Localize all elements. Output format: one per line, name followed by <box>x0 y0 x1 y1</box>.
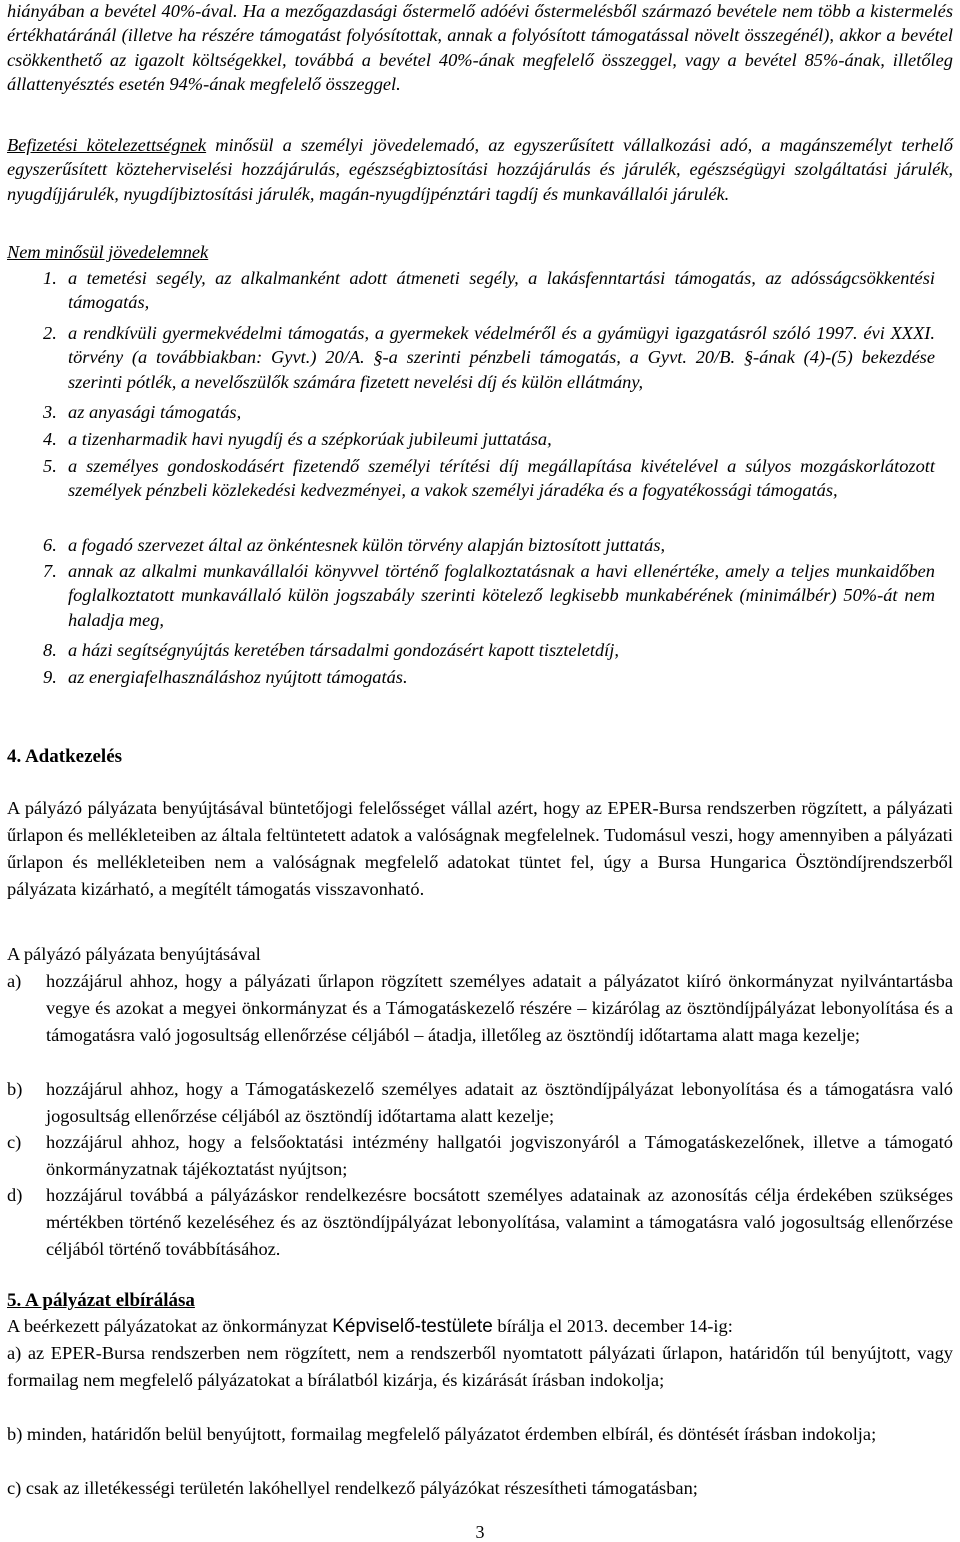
section-heading-evaluation: 5. A pályázat elbírálása <box>7 1290 195 1311</box>
list-item: c) hozzájárul ahhoz, hogy a felsőoktatási intézmény hallgatói jogviszonyáról a Támogatáskezelőnek, illetve a támogató önkormányzatnak tájékoztatást nyújtson; <box>7 1132 953 1179</box>
section-heading-data-management: 4. Adatkezelés <box>7 746 123 767</box>
list-item: 7. annak az alkalmi munkavállalói könyvvel történő foglalkoztatásnak a havi ellenértéke, amely a teljes munkaidőben foglalkoztatott munkavállaló külön jogszabály szerinti kötelező legkisebb munkabérének (minimálbér) 50%-át nem haladja meg, <box>43 561 935 630</box>
paragraph-consent-intro: A pályázó pályázata benyújtásával <box>7 944 261 964</box>
page-number: 3 <box>475 1522 485 1542</box>
list-item: 5. a személyes gondoskodásért fizetendő személyi térítési díj megállapítása kivételével a súlyos mozgáskorlátozott személyek pénzbeli közlekedési kedvezményei, a vakok személyi járadéka és a fogyatékossági támogatás, <box>43 456 935 501</box>
heading-not-income: Nem minősül jövedelemnek <box>7 242 209 262</box>
term-payment-obligation: Befizetési kötelezettségnek <box>7 135 207 155</box>
payment-obligation-text: minősül a személyi jövedelemadó, az egyszerűsített vállalkozási adó, a magánszemélyt terhelő egyszerűsített közteherviselési hozzájárulás, egészségbiztosítási hozzájárulás és járulék, egészségügyi szolgáltatási járulék, nyugdíjjárulék, nyugdíjbiztosítási járulék, magán-nyugdíjpénztári tagdíj és munkavállalói járulék. <box>7 135 953 204</box>
list-item: a) az EPER-Bursa rendszerben nem rögzített, nem a rendszerből nyomtatott pályázati űrlapon, határidőn túl benyújtott, vagy formailag nem megfelelő pályázatokat a bírálatból kizárja, és kizárását írásban indokolja; <box>7 1343 953 1390</box>
list-item: b) hozzájárul ahhoz, hogy a Támogatáskezelő személyes adatait az ösztöndíjpályázat lebonyolítása és a támogatásra való jogosultság ellenőrzése céljából az ösztöndíj időtartama alatt kezelje; <box>7 1079 953 1126</box>
list-item: 9. az energiafelhasználáshoz nyújtott támogatás. <box>43 667 408 687</box>
list-item: 3. az anyasági támogatás, <box>43 402 242 422</box>
list-item: d) hozzájárul továbbá a pályázáskor rendelkezésre bocsátott személyes adatainak az azonosítás célja érdekében szükséges mértékben történő kezeléséhez és az ösztöndíjpályázat lebonyolítása, valamint a támogatásra való jogosultság ellenőrzése céljából történő továbbításához. <box>7 1185 953 1259</box>
list-item: 8. a házi segítségnyújtás keretében társadalmi gondozásért kapott tiszteletdíj, <box>43 640 619 660</box>
body-name: Képviselő-testülete <box>332 1316 493 1337</box>
list-item: 4. a tizenharmadik havi nyugdíj és a szépkorúak jubileumi juttatása, <box>43 429 552 449</box>
list-item: b) minden, határidőn belül benyújtott, formailag megfelelő pályázatot érdemben elbírál, és döntését írásban indokolja; <box>7 1424 877 1444</box>
list-item: 2. a rendkívüli gyermekvédelmi támogatás, a gyermekek védelméről és a gyámügyi igazgatásról szóló 1997. évi XXXI. törvény (a továbbiakban: Gyvt.) 20/A. §-a szerinti pénzbeli támogatás, a Gyvt. 20/B. §-ának (4)-(5) bekezdése szerinti pótlék, a nevelőszülők számára fizetett nevelési díj és külön ellátmány, <box>43 323 935 392</box>
list-item: c) csak az illetékességi területén lakóhellyel rendelkező pályázókat részesítheti támogatásban; <box>7 1478 698 1498</box>
list-item: 6. a fogadó szervezet által az önkéntesnek külön törvény alapján biztosított juttatás, <box>43 535 666 555</box>
paragraph-liability: A pályázó pályázata benyújtásával büntetőjogi felelősséget vállal azért, hogy az EPER-Bursa rendszerben rögzített, a pályázati űrlapon és mellékleteiben az általa feltüntetett adatok a valóságnak megfelelnek. Tudomásul veszi, hogy amennyiben a pályázati űrlapon és mellékleteiben nem a valóságnak megfelelő adatokat tüntet fel, úgy a Bursa Hungarica Ösztöndíjrendszerből pályázata kizárható, a megítélt támogatás visszavonható. <box>7 798 953 899</box>
paragraph-income-calculation: hiányában a bevétel 40%-ával. Ha a mezőgazdasági őstermelő adóévi őstermelésből származó bevétele nem több a kistermelés értékhatáránál (illetve ha részére támogatást folyósítottak, annak a folyósított támogatással növelt összegénél), akkor a bevétel csökkenthető az igazolt költségekkel, továbbá a bevétel 40%-ának megfelelő összeggel, vagy a bevétel 85%-ának, illetőleg állattenyésztés esetén 94%-ának megfelelő összeggel. <box>7 1 953 94</box>
list-item: 1. a temetési segély, az alkalmanként adott átmeneti segély, a lakásfenntartási támogatás, az adósságcsökkentési támogatás, <box>43 268 935 313</box>
paragraph-evaluation-intro: A beérkezett pályázatokat az önkormányzat Képviselő-testülete bírálja el 2013. december 14-ig: <box>7 1316 733 1337</box>
paragraph-payment-obligation <box>7 133 953 206</box>
list-item: a) hozzájárul ahhoz, hogy a pályázati űrlapon rögzített személyes adatait a pályázatot kiíró önkormányzat nyilvántartásba vegye és azokat a megyei önkormányzat és a Támogatáskezelő részére – kizárólag az ösztöndíjpályázat lebonyolítása és a támogatásra való jogosultság ellenőrzése céljából – átadja, illetőleg az ösztöndíj időtartama alatt maga kezelje; <box>7 971 953 1045</box>
